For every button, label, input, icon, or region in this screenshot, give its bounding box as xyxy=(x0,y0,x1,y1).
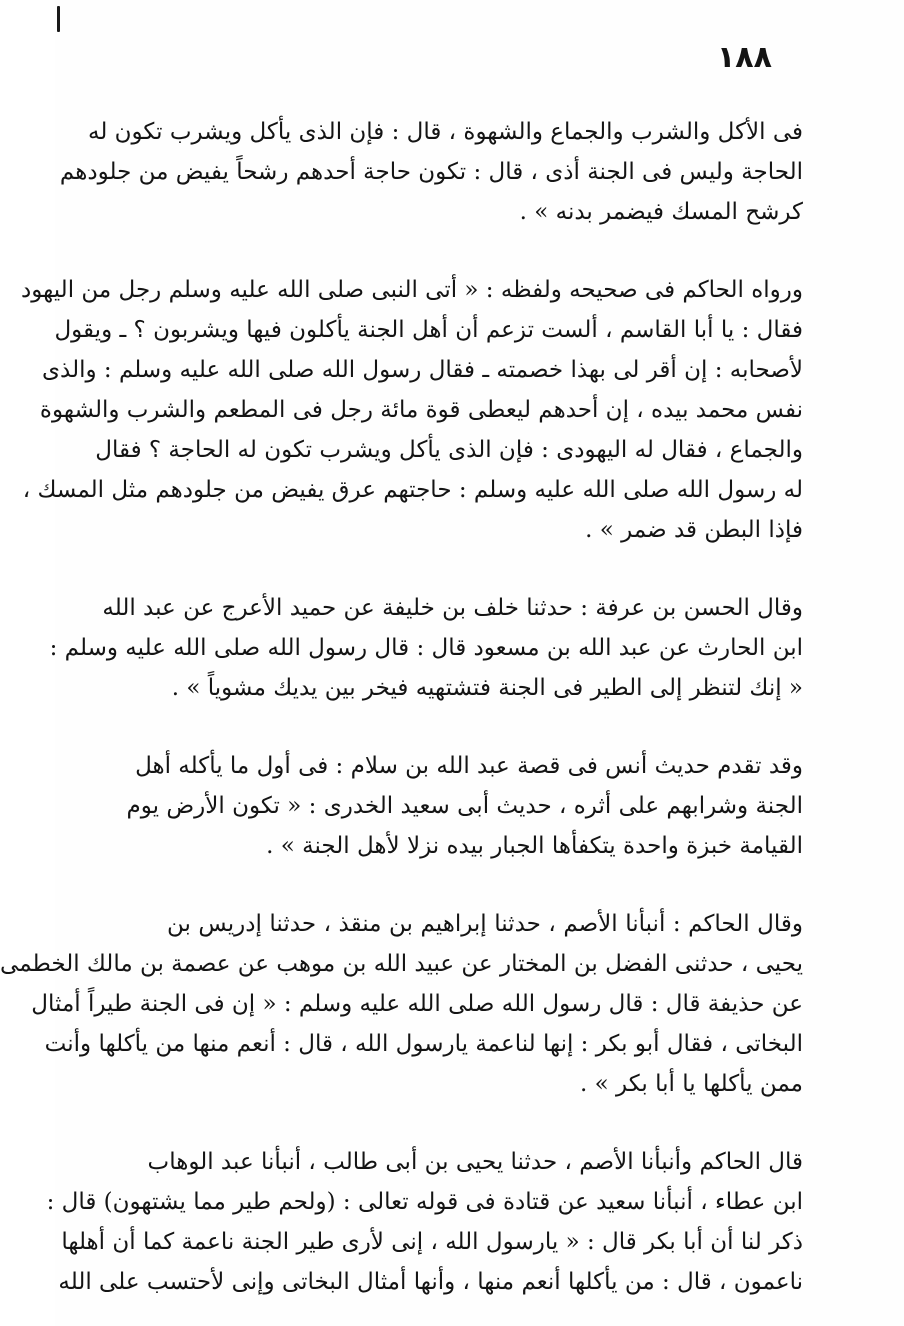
text-line: ورواه الحاكم فى صحيحه ولفظه : « أتى النبى صلى الله عليه وسلم رجل من اليهود xyxy=(21,277,803,303)
paragraph-3 xyxy=(49,588,803,708)
text-line: فقال : يا أبا القاسم ، ألست تزعم أن أهل الجنة يأكلون فيها ويشربون ؟ ـ ويقول xyxy=(54,317,803,343)
paragraph-gap xyxy=(167,550,803,588)
page-number: ١٨٨ xyxy=(717,40,772,75)
text-line: ابن عطاء ، أنبأنا سعيد عن قتادة فى قوله تعالى : (ولحم طير مما يشتهون) قال : xyxy=(46,1189,803,1215)
paragraph-2 xyxy=(21,270,803,550)
text-line: فإذا البطن قد ضمر » . xyxy=(585,517,803,543)
text-line: له رسول الله صلى الله عليه وسلم : حاجتهم عرق يفيض من جلودهم مثل المسك ، xyxy=(22,477,803,503)
text-line: ممن يأكلها يا أبا بكر » . xyxy=(580,1071,803,1097)
text-line: عن حذيفة قال : قال رسول الله صلى الله عليه وسلم : « إن فى الجنة طيراً أمثال xyxy=(31,991,803,1017)
body-text xyxy=(0,112,803,1302)
text-line: وقال الحاكم : أنبأنا الأصم ، حدثنا إبراهيم بن منقذ ، حدثنا إدريس بن xyxy=(167,911,803,937)
paragraph-gap xyxy=(167,1104,803,1142)
paragraph-1 xyxy=(59,112,803,232)
text-line: فى الأكل والشرب والجماع والشهوة ، قال : فإن الذى يأكل ويشرب تكون له xyxy=(88,119,803,145)
paragraph-5 xyxy=(0,904,803,1104)
text-line: كرشح المسك فيضمر بدنه » . xyxy=(519,199,803,225)
text-line: والجماع ، فقال له اليهودى : فإن الذى يأكل ويشرب تكون له الحاجة ؟ فقال xyxy=(95,437,803,463)
paragraph-gap xyxy=(167,708,803,746)
text-line: يحيى ، حدثنى الفضل بن المختار عن عبيد الله بن موهب عن عصمة بن مالك الخطمى xyxy=(0,951,803,977)
page-edge-mark xyxy=(57,6,60,32)
text-line: وقد تقدم حديث أنس فى قصة عبد الله بن سلام : فى أول ما يأكله أهل xyxy=(135,753,803,779)
text-line: القيامة خبزة واحدة يتكفأها الجبار بيده نزلا لأهل الجنة » . xyxy=(266,833,803,859)
text-line: البخاتى ، فقال أبو بكر : إنها لناعمة يارسول الله ، قال : أنعم منها من يأكلها وأنت xyxy=(44,1031,803,1057)
text-line: نفس محمد بيده ، إن أحدهم ليعطى قوة مائة رجل فى المطعم والشرب والشهوة xyxy=(39,397,803,423)
text-line: ذكر لنا أن أبا بكر قال : « يارسول الله ، إنى لأرى طير الجنة ناعمة كما أن أهلها xyxy=(61,1229,803,1255)
text-line: ابن الحارث عن عبد الله بن مسعود قال : قال رسول الله صلى الله عليه وسلم : xyxy=(49,635,803,661)
paragraph-gap xyxy=(167,866,803,904)
text-line: قال الحاكم وأنبأنا الأصم ، حدثنا يحيى بن أبى طالب ، أنبأنا عبد الوهاب xyxy=(147,1149,803,1175)
text-line: الجنة وشرابهم على أثره ، حديث أبى سعيد الخدرى : « تكون الأرض يوم xyxy=(126,793,803,819)
paragraph-4 xyxy=(126,746,803,866)
text-line: الحاجة وليس فى الجنة أذى ، قال : تكون حاجة أحدهم رشحاً يفيض من جلودهم xyxy=(59,159,803,185)
text-line: وقال الحسن بن عرفة : حدثنا خلف بن خليفة عن حميد الأعرج عن عبد الله xyxy=(102,595,803,621)
paragraph-gap xyxy=(167,232,803,270)
text-line: ناعمون ، قال : من يأكلها أنعم منها ، وأنها أمثال البخاتى وإنى لأحتسب على الله xyxy=(58,1269,803,1295)
text-line: « إنك لتنظر إلى الطير فى الجنة فتشتهيه فيخر بين يديك مشوياً » . xyxy=(171,675,803,701)
paragraph-6 xyxy=(46,1142,803,1302)
text-line: لأصحابه : إن أقر لى بهذا خصمته ـ فقال رسول الله صلى الله عليه وسلم : والذى xyxy=(42,357,803,383)
